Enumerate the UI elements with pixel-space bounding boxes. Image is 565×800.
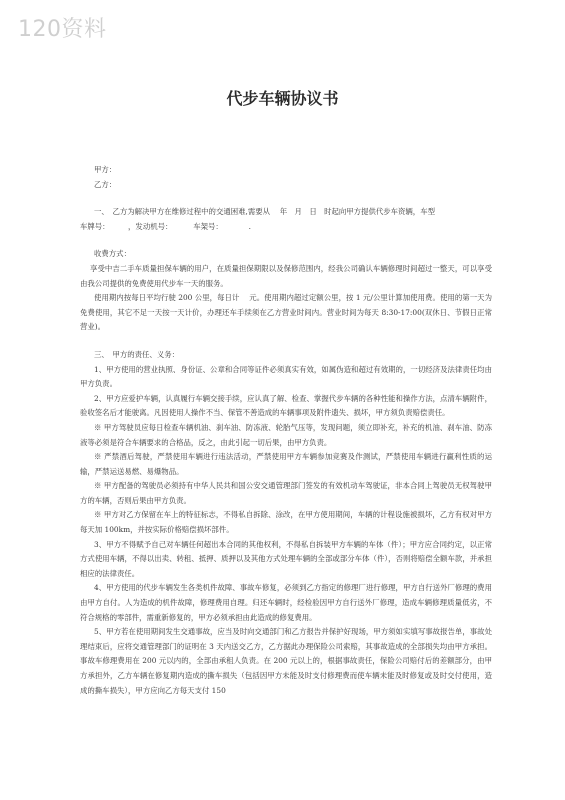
party-b-label: 乙方：: [94, 179, 117, 189]
watermark-logo: 120资料: [18, 17, 107, 42]
clause-1-line-2: 车牌号： ，发动机号： 车架号： .: [80, 221, 251, 231]
fee-heading: 收费方式：: [94, 249, 131, 259]
clause-3-note-4: ※ 甲方对乙方保留在车上的特征标志，不得私自拆除、涂改，在甲方使用期间，车辆的计程设施被损坏，乙方有权对甲方每天加 100km，并按实际价格赔偿损坏部件。: [80, 510, 492, 535]
clause-3-note-2: ※ 严禁酒后驾驶，严禁使用车辆进行违法活动，严禁使用甲方车辆参加竞赛及作测试，严禁使用车辆进行赢利性质的运输，严禁运送易燃、易爆物品。: [80, 452, 492, 476]
clause-3-item-4: 4、甲方使用的代步车辆发生各类机件故障、事故车修复，必须到乙方指定的修理厂进行修理，甲方自行送外厂修理的费用由甲方自付。人为造成的机件故障，修理费用自理。归还车辆时，经检验因甲方自行送外厂修理，造成车辆修理质量低劣，不符合规格的零部件，需重新修复的，甲方必须承担由此造成的修复费用。: [80, 583, 492, 622]
document-body: [80, 163, 492, 698]
clause-3-item-3: 3、甲方不得赋予自己对车辆任何超出本合同的其他权利，不得私自拆装甲方车辆的车体（件）；甲方应合同约定，以正常方式使用车辆，不得以出卖、转租、抵押、质押以及其他方式处理车辆的全部或部分车体（件），否则将赔偿全额车款，并承担相应的法律责任。: [80, 539, 492, 578]
clause-1-line-1: 一、 乙方为解决甲方在维修过程中的交通困难,需要从 年 月 日 时起向甲方提供代步车资辆，车型: [94, 207, 435, 217]
clause-3-note-3: ※ 甲方配备的驾驶员必须持有中华人民共和国公安交通管理部门签发的有效机动车驾驶证，非本合同上驾驶员无权驾驶甲方的车辆，否则后果由甲方负责。: [80, 481, 492, 505]
clause-3-item-5: 5、甲方若在使用期间发生交通事故，应当及时向交通部门和乙方报告并保护好现场，甲方须如实填写事故报告单，事故处理结束后，应将交通管理部门的证明在 3 天内送交乙方，乙方据此办理保险公司索赔，其事故造成的全部损失均由甲方承担。事故车修理费用在 200 元以内的，全部由承租人负责。在 200 元以上的，根据事故责任，保险公司赔付后的差额部分，由甲方承担外，乙方车辆在修复期内造成的撕车损失（包括因甲方未能及时支付修理费而使车辆未能及时修复或及时交付使用，造成的撕车损失），甲方应向乙方每天支付 150: [80, 627, 492, 695]
clause-3-item-2: 2、甲方应爱护车辆，认真履行车辆交接手续，应认真了解、检查、掌握代步车辆的各种性能和操作方法，点清车辆附件，验收签名后才能驶离。凡因使用人操作不当、保管不善造成的车辆事项及附件遗失、损坏，甲方须负责赔偿责任。: [80, 393, 492, 418]
clause-3-item-1: 1、甲方使用的营业执照、身份证、公章和合同等证件必须真实有效，如属伪造和超过有效期的，一切经济及法律责任均由甲方负责。: [80, 364, 492, 389]
clause-3-heading: 三、 甲方的责任、义务：: [94, 349, 179, 359]
clause-3-note-1: ※ 甲方驾驶员应每日检查车辆机油、刹车油、防冻液、轮胎气压等，发现问题，须立即补充，补充的机油、刹车油、防冻液等必须是符合车辆要求的合格品，反之，由此引起一切后果，由甲方负责。: [80, 422, 492, 447]
fee-paragraph-1: 享受中吉二手车质量担保车辆的用户，在质量担保期限以及保修范围内，经我公司确认车辆修理时间超过一整天，可以享受由我公司提供的免费使用代步车一天的服务。: [80, 263, 492, 288]
fee-paragraph-2: 使用期内按每日平均行驶 200 公里，每日计 元。使用期内超过定额公里，按 1 元/公里计算加使用费。使用的第一天为免费使用，其它不足一天按一天计价，办理还车手续须在乙方营业时间内。营业时间为每天 8:30-17:00(双休日、节假日正常营业)。: [80, 293, 492, 332]
party-a-label: 甲方：: [94, 165, 117, 174]
document-title: 代步车辆协议书: [226, 89, 339, 108]
